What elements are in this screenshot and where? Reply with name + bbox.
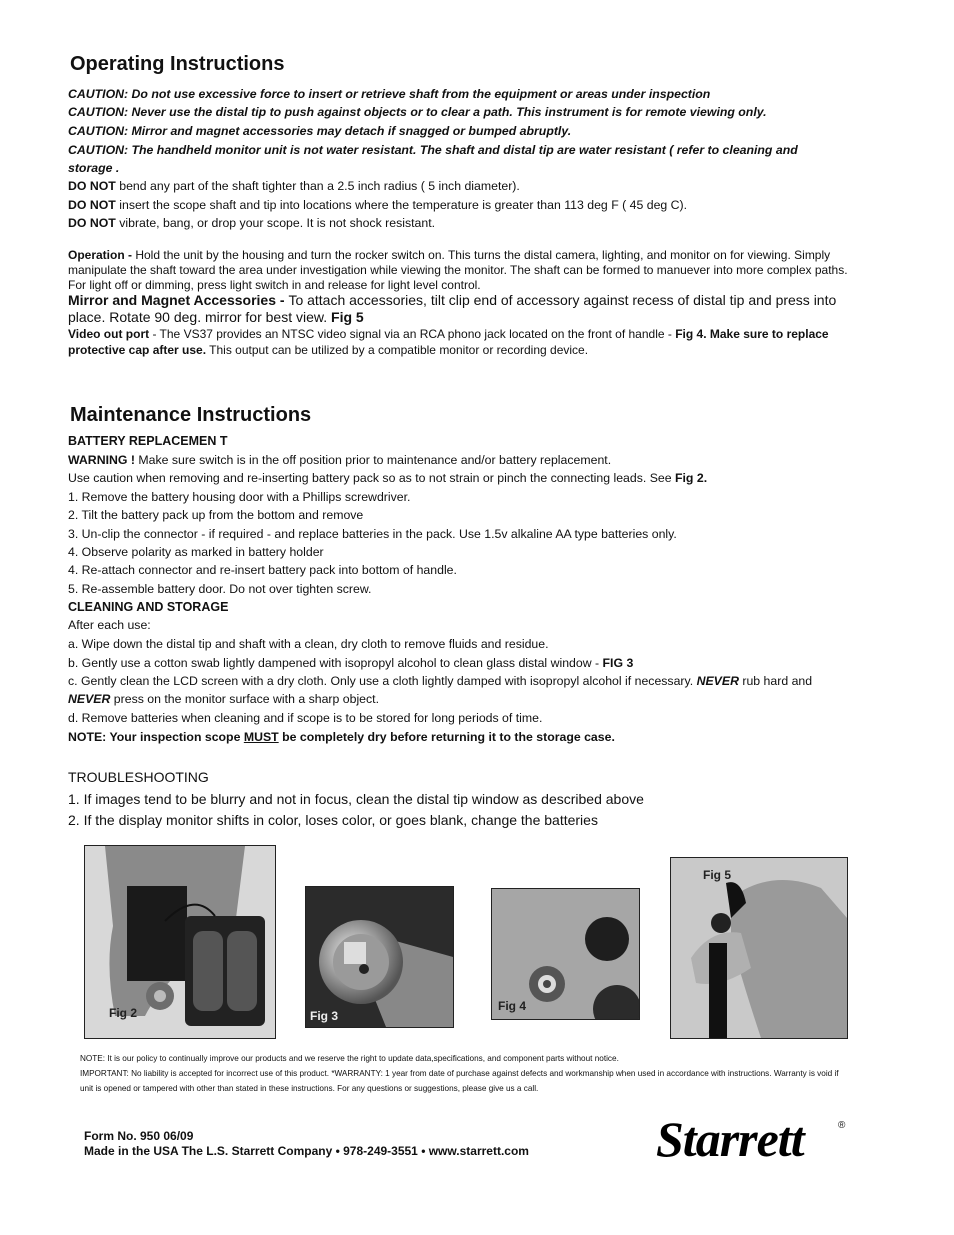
note-must: MUST	[243, 730, 279, 744]
caution-4: CAUTION: The handheld monitor unit is not water resistant. The shaft and distal tip are water resistant ( refer to cleaning and	[68, 143, 798, 157]
after-use: After each use:	[68, 618, 151, 632]
never-label: NEVER	[696, 674, 739, 688]
video-label: Video out port	[68, 327, 150, 341]
caution-3: CAUTION: Mirror and magnet accessories may detach if snagged or bumped abruptly.	[68, 124, 572, 138]
registered-mark: ®	[838, 1120, 846, 1131]
step-4b: 4. Re-attach connector and re-insert battery pack into bottom of handle.	[68, 563, 457, 577]
donot-3-text: vibrate, bang, or drop your scope. It is not shock resistant.	[115, 216, 436, 230]
never-label: NEVER	[68, 692, 111, 706]
donot-1	[68, 177, 858, 195]
step-1: 1. Remove the battery housing door with a Phillips screwdriver.	[68, 490, 411, 504]
figure-3-distal-tip	[305, 886, 454, 1028]
fig-5-label: Fig 5	[703, 868, 732, 882]
mirror-label: Mirror and Magnet Accessories -	[68, 292, 289, 308]
caution-2: CAUTION: Never use the distal tip to push against objects or to clear a path. This instrument is for remote viewing only.	[68, 105, 767, 119]
starrett-logo	[656, 1110, 804, 1168]
warning-line	[68, 451, 858, 469]
clean-b-fig: FIG 3	[602, 656, 634, 670]
mirror-text: To attach accessories, tilt clip end of accessory against recess of distal tip and press into place. Rotate 90 deg. mirror for best view.	[68, 292, 837, 325]
trouble-2: 2. If the display monitor shifts in color, loses color, or goes blank, change the batteries	[68, 812, 598, 828]
fig-3-label: Fig 3	[310, 1009, 339, 1023]
caution-1: CAUTION: Do not use excessive force to insert or retrieve shaft from the equipment or areas under inspection	[68, 87, 711, 101]
donot-2	[68, 196, 858, 214]
caution-4-cont: storage .	[68, 161, 120, 175]
logo-text: Starrett	[656, 1111, 804, 1167]
fig-4-label: Fig 4	[498, 999, 527, 1013]
clean-d: d. Remove batteries when cleaning and if scope is to be stored for long periods of time.	[68, 711, 543, 725]
operation-label: Operation -	[68, 248, 136, 262]
step-5: 5. Re-assemble battery door. Do not over tighten screw.	[68, 582, 372, 596]
video-text-2: This output can be utilized by a compatible monitor or recording device.	[206, 343, 589, 357]
step-3: 3. Un-clip the connector - if required - and replace batteries in the pack. Use 1.5v alkaline AA type batteries only.	[68, 527, 677, 541]
caution-fig: Fig 2.	[675, 471, 708, 485]
note-a: NOTE: Your inspection scope	[68, 730, 244, 744]
figure-2-battery	[84, 845, 276, 1039]
made-in-usa: Made in the USA The L.S. Starrett Company • 978-249-3551 • www.starrett.com	[84, 1144, 529, 1158]
donot-label: DO NOT	[68, 198, 116, 212]
caution-line	[68, 469, 858, 487]
donot-2-text: insert the scope shaft and tip into locations where the temperature is greater than 113 deg F ( 45 deg C).	[115, 198, 688, 212]
step-4: 4. Observe polarity as marked in battery holder	[68, 545, 324, 559]
maintenance-title: Maintenance Instructions	[70, 404, 312, 426]
clean-c-text-2: rub hard and	[738, 674, 813, 688]
figure-5-mirror	[670, 857, 848, 1039]
donot-3	[68, 214, 858, 232]
cleaning-heading: CLEANING AND STORAGE	[68, 600, 229, 614]
clean-c-cont	[68, 690, 858, 708]
operation-text: Hold the unit by the housing and turn the rocker switch on. This turns the distal camera, lighting, and monitor on for viewing. Simply manipulate the shaft toward the area under investigation while viewing the monitor. The shaft can be formed to manuever into more complex paths. For light off or dimming, press light switch in and release for light level control.	[68, 248, 848, 292]
clean-c-text: c. Gently clean the LCD screen with a dry cloth. Only use a cloth lightly damped with isopropyl alcohol if necessary.	[68, 674, 697, 688]
note-b: be completely dry before returning it to the storage case.	[278, 730, 615, 744]
video-bold: Fig 4. Make sure to replace protective cap after use.	[68, 327, 829, 357]
fig-2-label: Fig 2	[109, 1006, 138, 1020]
figure-4-video-port	[491, 888, 640, 1020]
mirror-accessory-photo-icon	[671, 858, 847, 1038]
distal-tip-photo-icon	[306, 887, 453, 1027]
battery-heading: BATTERY REPLACEMEN T	[68, 434, 228, 448]
clean-b	[68, 654, 858, 672]
note-dry	[68, 728, 858, 746]
trouble-1: 1. If images tend to be blurry and not in focus, clean the distal tip window as described above	[68, 791, 644, 807]
warning-text: Make sure switch is in the off position prior to maintenance and/or battery replacement.	[138, 453, 612, 467]
step-2: 2. Tilt the battery pack up from the bottom and remove	[68, 508, 364, 522]
legal-important: IMPORTANT: No liability is accepted for incorrect use of this product. *WARRANTY: 1 year from date of purchase against defects and workmanship when used in accordance with instructions. Warranty is void if unit is opened or tampered with other than stated in these instructions. For any questions or suggestions, please give us a call.	[80, 1069, 839, 1093]
video-text: - The VS37 provides an NTSC video signal via an RCA phono jack located on the front of handle -	[149, 327, 676, 341]
warning-label: WARNING !	[68, 453, 139, 467]
clean-c-text-3: press on the monitor surface with a sharp object.	[110, 692, 379, 706]
legal-note: NOTE: It is our policy to continually improve our products and we reserve the right to update data,specifications, and component parts without notice.	[80, 1054, 619, 1063]
clean-b-text: b. Gently use a cotton swab lightly dampened with isopropyl alcohol to clean glass distal window -	[68, 656, 603, 670]
troubleshooting-heading: TROUBLESHOOTING	[68, 769, 209, 785]
operation-paragraph	[68, 248, 848, 293]
donot-1-text: bend any part of the shaft tighter than a 2.5 inch radius ( 5 inch diameter).	[115, 179, 520, 193]
mirror-fig: Fig 5	[327, 309, 364, 325]
video-paragraph	[68, 326, 848, 358]
donot-label: DO NOT	[68, 179, 116, 193]
form-number: Form No. 950 06/09	[84, 1129, 194, 1143]
operating-title: Operating Instructions	[70, 53, 285, 75]
clean-c	[68, 672, 858, 690]
donot-label: DO NOT	[68, 216, 116, 230]
caution-text: Use caution when removing and re-inserting battery pack so as to not strain or pinch the connecting leads. See	[68, 471, 675, 485]
mirror-paragraph	[68, 292, 848, 326]
clean-a: a. Wipe down the distal tip and shaft with a clean, dry cloth to remove fluids and residue.	[68, 637, 549, 651]
